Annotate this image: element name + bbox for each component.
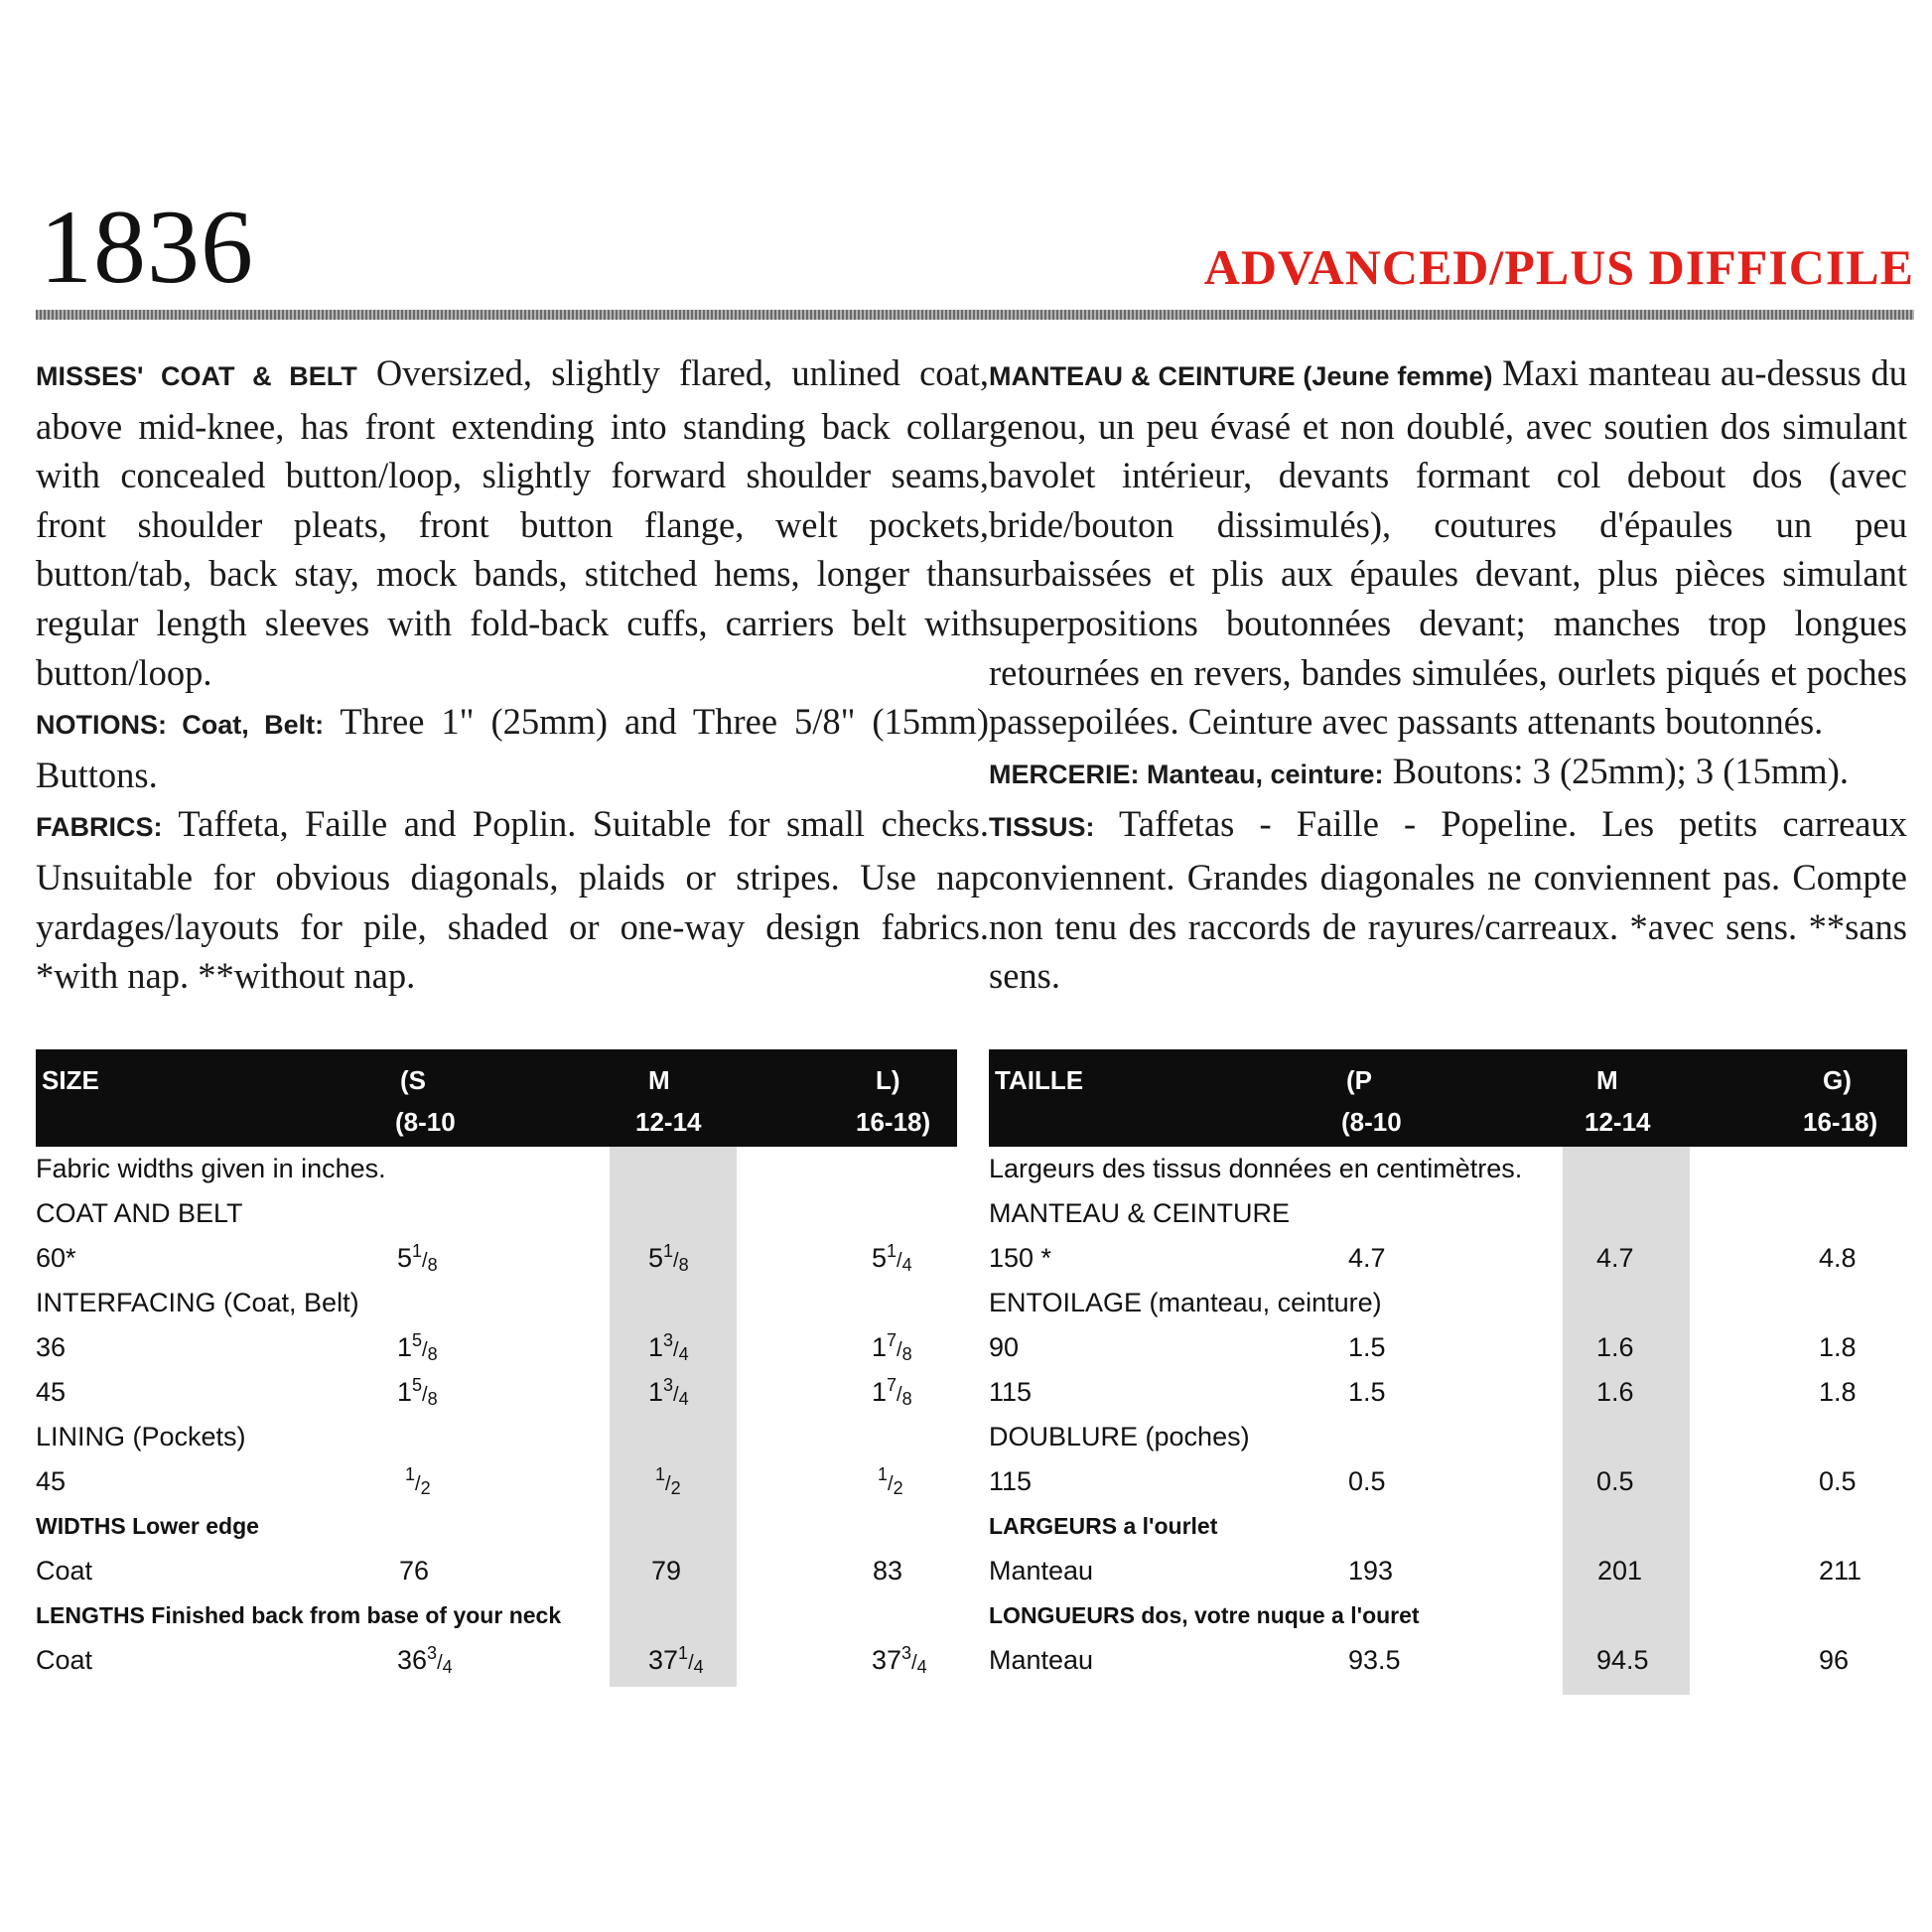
table-row xyxy=(36,1370,957,1415)
value-m: $^1/_2$ xyxy=(655,1464,681,1498)
table-row xyxy=(36,1236,957,1281)
value-l: 1.8 xyxy=(1819,1377,1857,1407)
section-heading: MANTEAU & CEINTURE xyxy=(989,1198,1291,1228)
row-label: 150 * xyxy=(989,1243,1052,1273)
value-l: $5^1/_4$ xyxy=(872,1241,912,1275)
fabrics-label: FABRICS: xyxy=(36,812,163,843)
value-s: $5^1/_8$ xyxy=(397,1241,438,1275)
value-s: 76 xyxy=(399,1556,430,1586)
size-col-3: L) xyxy=(876,1065,900,1095)
yardage-chart-french xyxy=(989,1049,1907,1792)
size-col-2: M xyxy=(648,1065,670,1095)
widths-heading-rest: Lower edge xyxy=(132,1513,259,1539)
table-row xyxy=(989,1459,1907,1504)
fabrics-text: Taffetas - Faille - Popeline. Les petits carreaux conviennent. Grandes diagonales ne conviennent pas. Compte non tenu des raccords de rayures/carreaux. *avec sens. **sans sens. xyxy=(989,803,1907,997)
row-label: 45 xyxy=(36,1377,67,1407)
header-divider xyxy=(36,310,1914,320)
garment-label: MANTEAU & CEINTURE (Jeune femme) xyxy=(989,361,1493,391)
section-heading xyxy=(36,1593,561,1638)
value-m: 1.6 xyxy=(1596,1377,1634,1407)
size-col-2: M xyxy=(1596,1065,1618,1095)
table-row xyxy=(36,1549,957,1593)
table-row xyxy=(36,1191,957,1236)
notions-label: NOTIONS: Coat, Belt: xyxy=(36,710,325,741)
pattern-number: 1836 xyxy=(40,189,254,305)
value-s: 1.5 xyxy=(1348,1332,1386,1362)
widths-heading-bold: LARGEURS xyxy=(989,1513,1118,1539)
size-col-2-range: 12-14 xyxy=(1585,1107,1651,1137)
table-row xyxy=(36,1504,957,1549)
value-l: $1^7/_8$ xyxy=(872,1375,912,1409)
table-row xyxy=(36,1638,957,1683)
fabrics-description xyxy=(36,799,989,1000)
section-heading xyxy=(36,1504,259,1549)
notions-description xyxy=(989,747,1907,800)
value-s: $1^5/_8$ xyxy=(397,1330,438,1364)
fabrics-description xyxy=(989,799,1907,1000)
row-label: 115 xyxy=(989,1377,1033,1407)
description-french xyxy=(989,348,1907,1001)
value-m: $1^3/_4$ xyxy=(648,1375,689,1409)
size-col-3: G) xyxy=(1823,1065,1852,1095)
garment-description xyxy=(36,348,989,697)
table-row xyxy=(989,1147,1907,1191)
row-label: 115 xyxy=(989,1466,1033,1496)
size-header xyxy=(989,1049,1907,1147)
value-m: $1^3/_4$ xyxy=(648,1330,689,1364)
table-row xyxy=(989,1415,1907,1459)
size-label: TAILLE xyxy=(995,1065,1084,1095)
table-row xyxy=(989,1281,1907,1325)
lengths-heading-bold: LENGTHS xyxy=(36,1602,145,1628)
section-heading: COAT AND BELT xyxy=(36,1198,243,1228)
size-header xyxy=(36,1049,957,1147)
fabric-note: Largeurs des tissus données en centimètres. xyxy=(989,1154,1523,1183)
lengths-heading-rest: dos, votre nuque a l'ouret xyxy=(1141,1602,1420,1628)
row-label: Manteau xyxy=(989,1556,1094,1586)
yardage-chart-english xyxy=(36,1049,957,1792)
size-col-2-range: 12-14 xyxy=(635,1107,702,1137)
value-s: 93.5 xyxy=(1348,1645,1401,1675)
value-s: 4.7 xyxy=(1348,1243,1386,1273)
value-l: $1^7/_8$ xyxy=(872,1330,912,1364)
section-heading: ENTOILAGE (manteau, ceinture) xyxy=(989,1288,1382,1317)
section-heading xyxy=(989,1504,1217,1549)
lengths-heading-rest: Finished back from base of your neck xyxy=(151,1602,562,1628)
description-english xyxy=(36,348,989,1001)
value-m: 94.5 xyxy=(1596,1645,1649,1675)
table-row xyxy=(36,1459,957,1504)
widths-heading-bold: WIDTHS xyxy=(36,1513,126,1539)
value-l: 1.8 xyxy=(1819,1332,1857,1362)
fabric-note: Fabric widths given in inches. xyxy=(36,1154,386,1183)
notions-text: Three 1" (25mm) and Three 5/8" (15mm) Buttons. xyxy=(36,701,989,795)
value-m: $5^1/_8$ xyxy=(648,1241,689,1275)
value-m: 0.5 xyxy=(1596,1466,1634,1496)
value-l: 96 xyxy=(1819,1645,1850,1675)
garment-label: MISSES' COAT & BELT xyxy=(36,361,357,391)
value-s: $1^5/_8$ xyxy=(397,1375,438,1409)
table-row xyxy=(989,1370,1907,1415)
row-label: 90 xyxy=(989,1332,1020,1362)
row-label: 36 xyxy=(36,1332,67,1362)
row-label: Manteau xyxy=(989,1645,1094,1675)
value-m: 4.7 xyxy=(1596,1243,1634,1273)
garment-text: Maxi manteau au-dessus du genou, un peu évasé et non doublé, avec soutien dos simulant bavolet intérieur, devants formant col debout dos (avec bride/bouton dissimulés), coutures d'épaules un peu surbaissées et plis aux épaules devant, plus pièces simulant superpositions boutonnées devant; manches trop longues retournées en revers, bandes simulées, ourlets piqués et poches passepoilées. Ceinture avec passants attenants boutonnés. xyxy=(989,352,1907,743)
table-row xyxy=(36,1593,957,1638)
row-label: Coat xyxy=(36,1556,93,1586)
table-row xyxy=(36,1325,957,1370)
size-label: SIZE xyxy=(42,1065,99,1095)
section-heading: INTERFACING (Coat, Belt) xyxy=(36,1288,359,1317)
size-col-1-range: (8-10 xyxy=(395,1107,456,1137)
table-row xyxy=(989,1504,1907,1549)
table-row xyxy=(36,1147,957,1191)
value-m: 201 xyxy=(1597,1556,1643,1586)
value-l: $^1/_2$ xyxy=(878,1464,903,1498)
size-col-1: (S xyxy=(400,1065,426,1095)
size-col-3-range: 16-18) xyxy=(1803,1107,1878,1137)
table-row xyxy=(36,1281,957,1325)
size-col-3-range: 16-18) xyxy=(856,1107,931,1137)
notions-label: MERCERIE: Manteau, ceinture: xyxy=(989,759,1384,789)
widths-heading-rest: a l'ourlet xyxy=(1123,1513,1218,1539)
value-m: 1.6 xyxy=(1596,1332,1634,1362)
fabrics-text: Taffeta, Faille and Poplin. Suitable for small checks. Unsuitable for obvious diagonals, plaids or stripes. Use nap yardages/layouts for pile, shaded or one-way design fabrics. *with nap. **without nap. xyxy=(36,803,989,997)
table-row xyxy=(989,1191,1907,1236)
notions-description xyxy=(36,697,989,799)
lengths-heading-bold: LONGUEURS xyxy=(989,1602,1135,1628)
table-row xyxy=(989,1638,1907,1683)
value-s: 0.5 xyxy=(1348,1466,1386,1496)
value-s: $36^3/_4$ xyxy=(397,1643,453,1677)
value-l: 211 xyxy=(1819,1556,1863,1586)
size-col-1-range: (8-10 xyxy=(1341,1107,1402,1137)
fabrics-label: TISSUS: xyxy=(989,812,1095,843)
value-l: 4.8 xyxy=(1819,1243,1857,1273)
table-row xyxy=(989,1549,1907,1593)
row-label: 45 xyxy=(36,1466,67,1496)
value-s: 193 xyxy=(1348,1556,1394,1586)
section-heading: LINING (Pockets) xyxy=(36,1422,246,1451)
section-heading xyxy=(989,1593,1420,1638)
value-s: 1.5 xyxy=(1348,1377,1386,1407)
table-row xyxy=(989,1325,1907,1370)
value-l: 0.5 xyxy=(1819,1466,1857,1496)
difficulty-label: ADVANCED/PLUS DIFFICILE xyxy=(1203,239,1914,295)
value-l: $37^3/_4$ xyxy=(872,1643,927,1677)
value-m: 79 xyxy=(651,1556,682,1586)
table-row xyxy=(989,1236,1907,1281)
value-s: $^1/_2$ xyxy=(405,1464,431,1498)
row-label: 60* xyxy=(36,1243,76,1273)
garment-text: Oversized, slightly flared, unlined coat, above mid-knee, has front extending into standing back collar with concealed button/loop, slightly forward shoulder seams, front shoulder pleats, front button flange, welt pockets, button/tab, back stay, mock bands, stitched hems, longer than regular length sleeves with fold-back cuffs, carriers belt with button/loop. xyxy=(36,352,990,693)
notions-text: Boutons: 3 (25mm); 3 (15mm). xyxy=(1392,750,1849,791)
garment-description xyxy=(989,348,1907,747)
value-l: 83 xyxy=(873,1556,903,1586)
table-row xyxy=(36,1415,957,1459)
table-row xyxy=(989,1593,1907,1638)
size-col-1: (P xyxy=(1346,1065,1372,1095)
value-m: $37^1/_4$ xyxy=(648,1643,704,1677)
section-heading: DOUBLURE (poches) xyxy=(989,1422,1250,1451)
row-label: Coat xyxy=(36,1645,93,1675)
